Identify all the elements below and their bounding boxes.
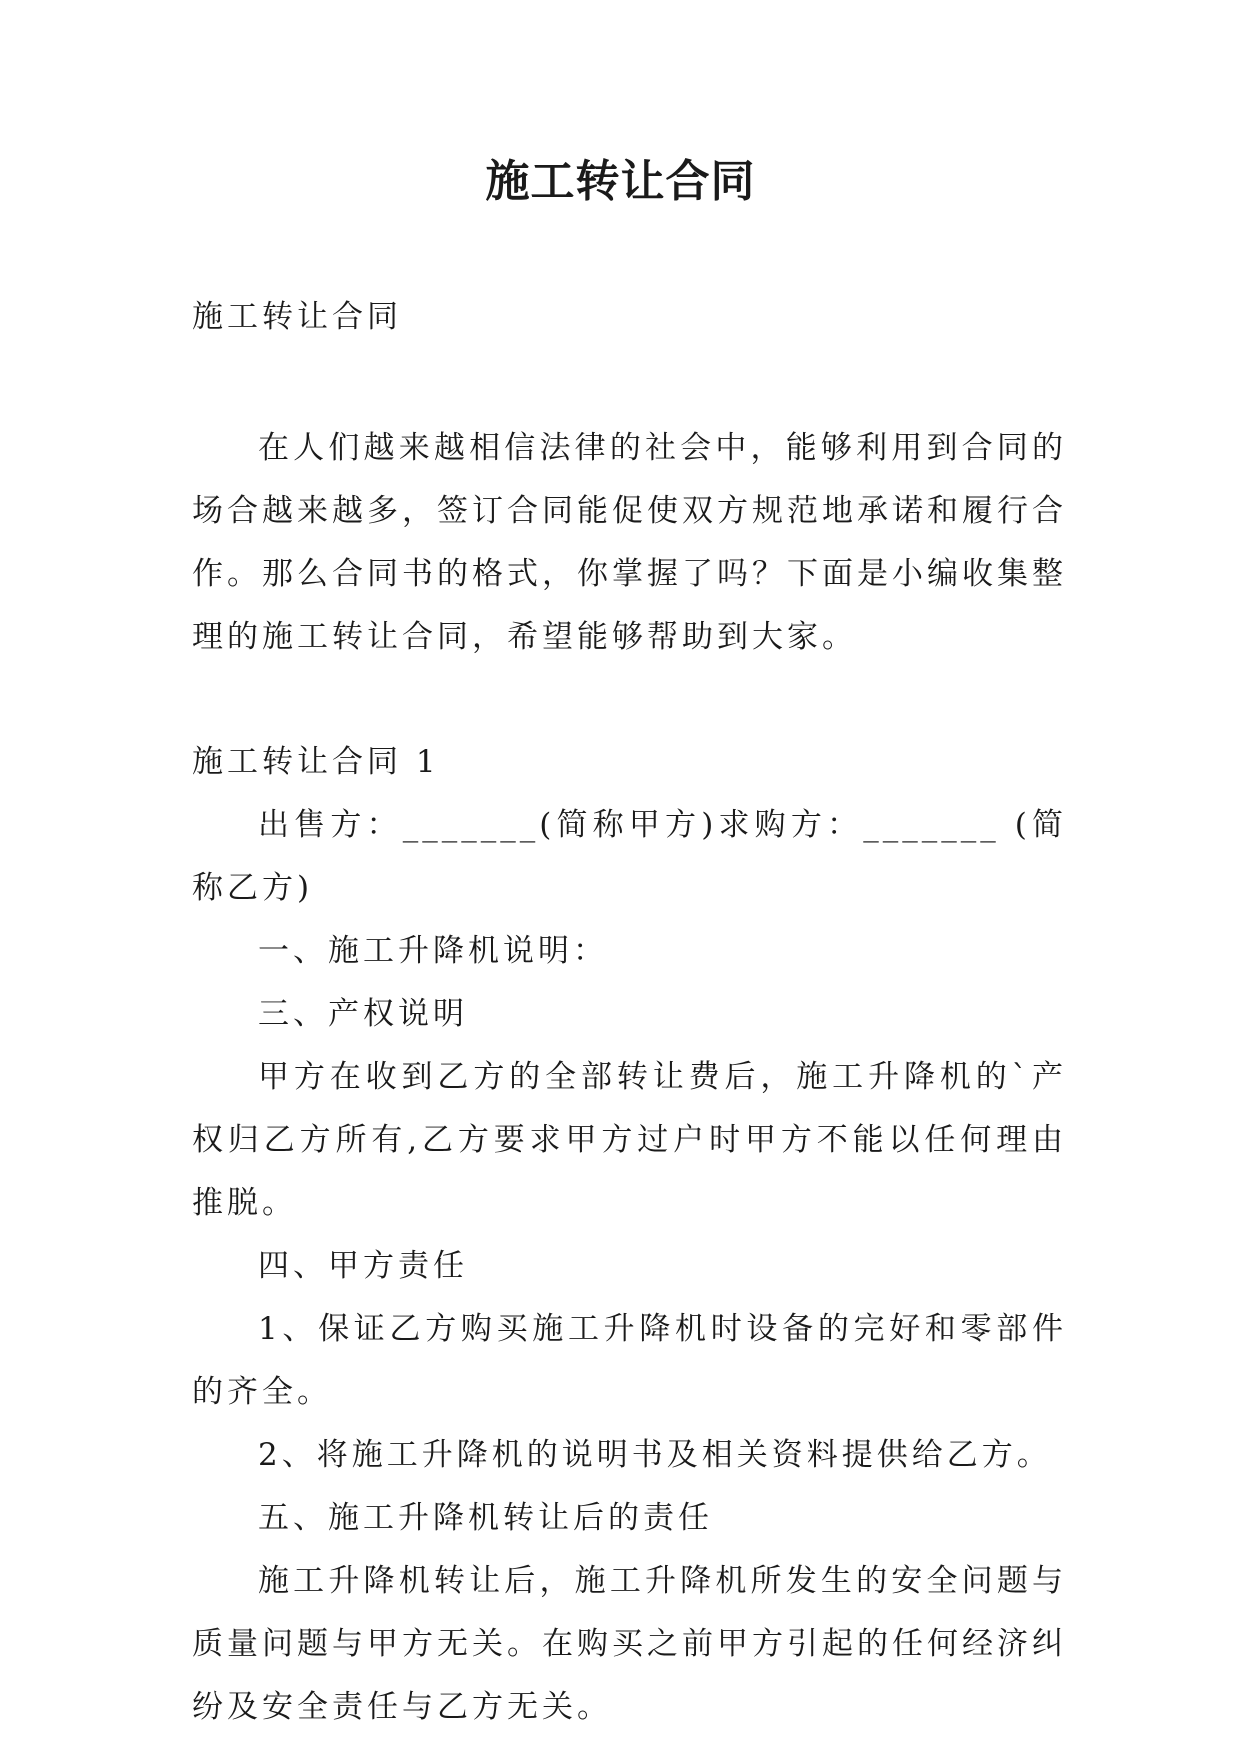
section-heading-1: 一、施工升降机说明： [258, 933, 608, 969]
document-subtitle: 施工转让合同 [192, 299, 402, 335]
section-4-item-2: 2、将施工升降机的说明书及相关资料提供给乙方。 [258, 1437, 1052, 1473]
section-heading-4: 四、甲方责任 [258, 1248, 468, 1284]
intro-paragraph: 在人们越来越相信法律的社会中，能够利用到合同的场合越来越多，签订合同能促使双方规范地承诺和履行合作。那么合同书的格式，你掌握了吗？下面是小编收集整理的施工转让合同，希望能够帮助到大家。 [192, 430, 1067, 655]
section-heading-3: 三、产权说明 [258, 996, 468, 1032]
contract-heading: 施工转让合同 1 [192, 744, 440, 780]
section-3-paragraph: 甲方在收到乙方的全部转让费后，施工升降机的`产权归乙方所有,乙方要求甲方过户时甲方不能以任何理由推脱。 [192, 1059, 1067, 1221]
document-title: 施工转让合同 [485, 156, 756, 207]
section-5-paragraph: 施工升降机转让后，施工升降机所发生的安全问题与质量问题与甲方无关。在购买之前甲方引起的任何经济纠纷及安全责任与乙方无关。 [192, 1563, 1067, 1725]
parties-paragraph: 出售方：_______(简称甲方)求购方：_______ (简称乙方) [192, 807, 1067, 906]
section-heading-5: 五、施工升降机转让后的责任 [258, 1500, 713, 1536]
document-body [192, 286, 1067, 1739]
section-4-item-1: 1、保证乙方购买施工升降机时设备的完好和零部件的齐全。 [192, 1311, 1067, 1410]
